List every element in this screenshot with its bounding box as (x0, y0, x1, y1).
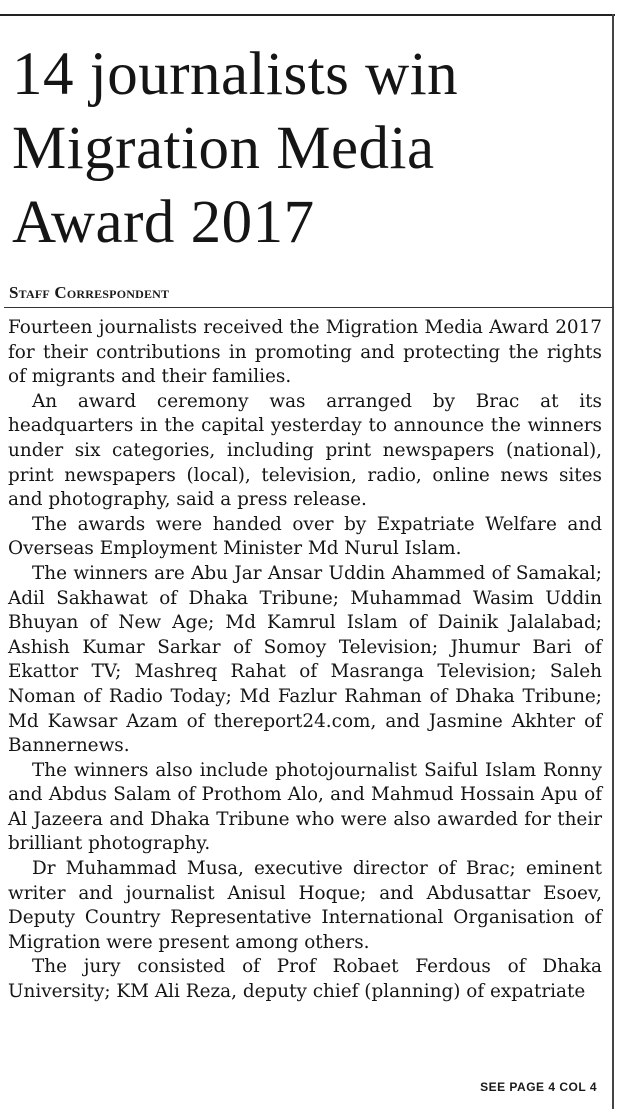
column-right-rule (612, 14, 614, 1109)
paragraph-5: The winners also include photojournalist Saiful Islam Ronny and Abdus Salam of Prothom Alo, and Mahmud Hossain Apu of Al Jazeera and Dhaka Tribune who were also awarded for their brilliant photography. (8, 759, 602, 855)
headline-line-3: Award 2017 (12, 189, 315, 256)
paragraph-6: Dr Muhammad Musa, executive director of Brac; eminent writer and journalist Anisul Hoque; and Abdusattar Esoev, Deputy Country Representative International Organisation of Migration were present among others. (8, 858, 602, 953)
paragraph-4: The winners are Abu Jar Ansar Uddin Ahammed of Samakal; Adil Sakhawat of Dhaka Tribune; Muhammad Wasim Uddin Bhuyan of New Age; Md Kamrul Islam of Dainik Jalalabad; Ashish Kumar Sarkar of Somoy Television; Jhumur Bari of Ekattor TV; Mashreq Rahat of Masranga Television; Saleh Noman of Radio Today; Md Fazlur Rahman of Dhaka Tribune; Md Kawsar Azam of thereport24.com, and Jasmine Akhter of Bannernews. (8, 562, 602, 757)
headline (12, 38, 612, 260)
byline: Staff Correspondent (9, 283, 170, 302)
continued-on-page-link[interactable]: SEE PAGE 4 COL 4 (480, 1080, 597, 1094)
paragraph-1: Fourteen journalists received the Migration Media Award 2017 for their contributions in promoting and protecting the rights of migrants and their families. (8, 317, 602, 388)
headline-line-1: 14 journalists win (12, 41, 459, 108)
headline-line-2: Migration Media (12, 115, 435, 182)
paragraph-7: The jury consisted of Prof Robaet Ferdous of Dhaka University; KM Ali Reza, deputy chief (planning) of expatriate (8, 956, 602, 1003)
paragraph-3: The awards were handed over by Expatriate Welfare and Overseas Employment Minister Md Nurul Islam. (8, 513, 602, 560)
article-body (8, 316, 602, 1005)
paragraph-2: An award ceremony was arranged by Brac at its headquarters in the capital yesterday to announce the winners under six categories, including print newspapers (national), print newspapers (local), television, radio, online news sites and photography, said a press release. (8, 390, 602, 511)
top-rule (0, 14, 615, 16)
byline-rule (4, 307, 614, 308)
